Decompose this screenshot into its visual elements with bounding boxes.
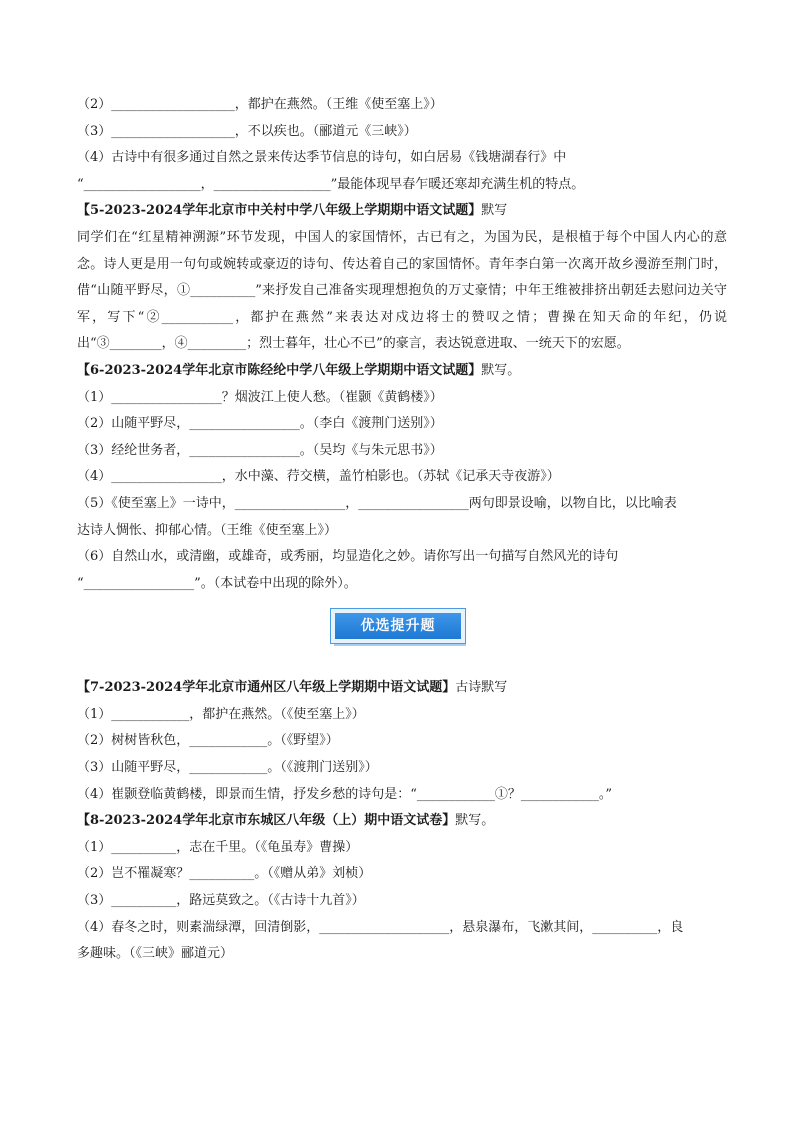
- question-title: 【8-2023-2024学年北京市东城区八年级（上）期中语文试卷】: [77, 813, 456, 829]
- section-banner-label: 优选提升题: [335, 613, 461, 639]
- question-header: [77, 358, 727, 385]
- question-line: （3）经纶世务者，_________________。（吴均《与朱元思书》）: [77, 442, 443, 458]
- question-title: 【5-2023-2024学年北京市中关村中学八年级上学期期中语文试题】: [77, 203, 482, 219]
- question-line: （4）古诗中有很多通过自然之景来传达季节信息的诗句，如白居易《钱塘湖春行》中: [77, 150, 567, 166]
- question-type: 古诗默写: [455, 680, 508, 696]
- question-line: （5）《使至塞上》一诗中，_________________，_________________两句即景设喻，以物自比，以比喻表: [77, 495, 677, 511]
- question-line: （3）山随平野尽，____________。（《渡荆门送别》）: [77, 760, 378, 776]
- question-7: [77, 675, 727, 808]
- question-line: （4）_________________，水中藻、荇交横，盖竹柏影也。（苏轼《记承天寺夜游》）: [77, 469, 560, 485]
- question-line: （2）___________________，都护在燕然。（王维《使至塞上》）: [77, 97, 443, 112]
- question-line: （4）春冬之时，则素湍绿潭，回清倒影，____________________，悬泉瀑布，飞漱其间，__________，良: [77, 919, 684, 935]
- section-banner-wrap: [77, 597, 727, 675]
- question-line: 多趣味。（《三峡》郦道元）: [77, 946, 234, 962]
- question-line: （6）自然山水，或清幽，或雄奇，或秀丽，均显造化之妙。请你写出一句描写自然风光的诗句: [77, 549, 619, 565]
- question-line: “_________________”。（本试卷中出现的除外）。: [77, 575, 357, 591]
- section-banner: [330, 608, 466, 644]
- question-8: [77, 808, 727, 968]
- question-paragraph: 同学们在“红星精神溯源”环节发现，中国人的家国情怀，古已有之，为国为民，是根植于每个中国人内心的意念。诗人更是用一句句或婉转或豪迈的诗句、传达着自己的家国情怀。青年李白第一次离开故乡漫游至荆门时，借“山随平野尽，①__________”来抒发自己准备实现理想抱负的万丈豪情；中年王维被排挤出朝廷去慰问边关守军，写下“②___________，都护在燕然”来表达对戍边将士的赞叹之情；曹操在知天命的年纪，仍说出“③________，④_________；烈士暮年，壮心不已”的豪言，表达锐意进取、一统天下的宏愿。: [77, 229, 727, 352]
- question-type: 默写。: [455, 813, 495, 829]
- question-line: （4）崔颢登临黄鹤楼，即景而生情，抒发乡愁的诗句是：“____________①？____________。”: [77, 786, 613, 802]
- question-header: [77, 808, 727, 835]
- question-5: [77, 198, 727, 358]
- question-line: “__________________，__________________”最能体现早春乍暖还寒却充满生机的特点。: [77, 176, 585, 192]
- question-title: 【6-2023-2024学年北京市陈经纶中学八年级上学期期中语文试题】: [77, 362, 482, 378]
- question-title: 【7-2023-2024学年北京市通州区八年级上学期期中语文试题】: [77, 680, 456, 696]
- question-line: （1）__________，志在千里。（《龟虽寿》曹操）: [77, 839, 359, 855]
- q-top-block: [77, 92, 727, 198]
- question-line: （1）_________________？烟波江上使人愁。（崔颢《黄鹤楼》）: [77, 389, 443, 405]
- question-6: [77, 358, 727, 597]
- question-header: [77, 198, 727, 225]
- question-line: （3）__________，路远莫致之。（《古诗十九首》）: [77, 893, 365, 909]
- question-type: 默写。: [481, 362, 521, 378]
- question-header: [77, 675, 727, 702]
- question-line: 达诗人惆怅、抑郁心情。（王维《使至塞上》）: [77, 522, 338, 538]
- document-body: [77, 92, 727, 968]
- question-line: （3）___________________，不以疾也。（郦道元《三峡》）: [77, 123, 417, 139]
- question-type: 默写: [481, 203, 508, 219]
- question-line: （2）岂不罹凝寒？__________。（《赠从弟》刘桢）: [77, 866, 372, 882]
- question-line: （2）树树皆秋色，____________。（《野望》）: [77, 733, 339, 749]
- question-line: （2）山随平野尽，_________________。（李白《渡荆门送别》）: [77, 416, 443, 432]
- question-line: （1）____________，都护在燕然。（《使至塞上》）: [77, 706, 365, 722]
